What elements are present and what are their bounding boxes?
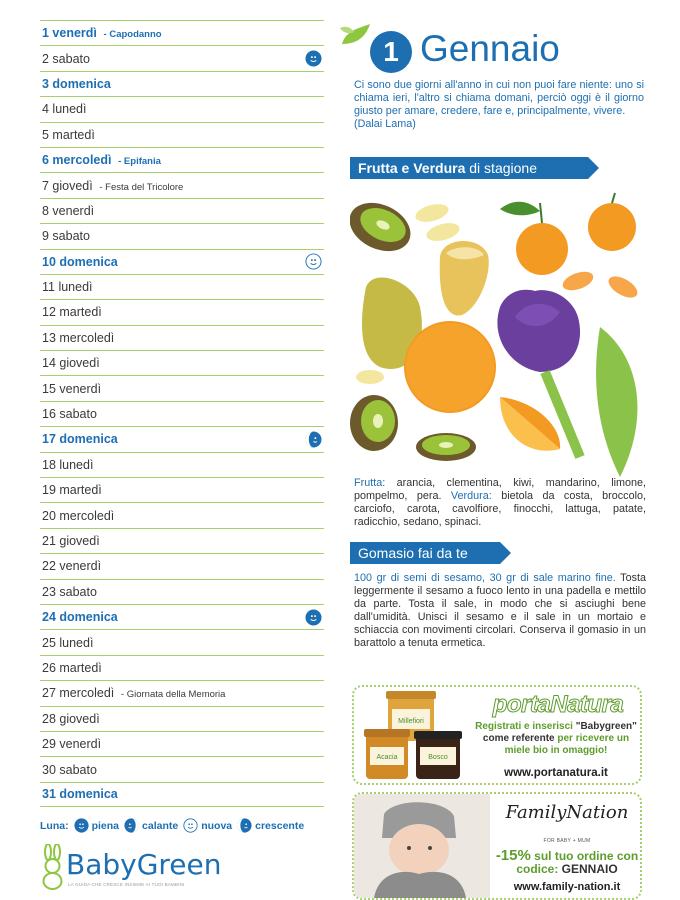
moon-legend-label: calante bbox=[142, 819, 179, 832]
calendar-day-row bbox=[40, 680, 324, 705]
moon-legend-item bbox=[74, 818, 119, 833]
calendar-day-row bbox=[40, 71, 324, 96]
month-header bbox=[340, 12, 640, 74]
new-moon-icon bbox=[305, 253, 322, 270]
day-label: 6 mercoledì bbox=[42, 153, 112, 168]
day-label: 7 giovedì bbox=[42, 178, 93, 193]
honey-jars-image bbox=[358, 687, 478, 783]
day-note: - Giornata della Memoria bbox=[118, 689, 226, 701]
day-label: 24 domenica bbox=[42, 610, 118, 625]
pear-slice-icon bbox=[425, 220, 462, 244]
calendar-day-row bbox=[40, 325, 324, 350]
season-banner-subtitle: di stagione bbox=[465, 160, 537, 176]
day-label: 2 sabato bbox=[42, 51, 90, 66]
calendar-day-row bbox=[40, 147, 324, 172]
day-label: 10 domenica bbox=[42, 254, 118, 269]
kiwi-icon bbox=[350, 395, 398, 451]
day-label: 26 martedì bbox=[42, 660, 102, 675]
calendar-day-row bbox=[40, 604, 324, 629]
season-banner bbox=[350, 157, 588, 179]
clementine-icon bbox=[588, 193, 636, 251]
quote-text: Ci sono due giorni all'anno in cui non puoi fare niente: uno si chiama ieri, l'altro si chiama domani, perciò oggi è il giorno giusto per amare, credere, fare e, principalmente, vivere. bbox=[354, 79, 644, 117]
new-moon-icon bbox=[183, 818, 198, 833]
quote-author: (Dalai Lama) bbox=[354, 118, 416, 130]
calendar-day-row bbox=[40, 782, 324, 807]
month-title: Gennaio bbox=[420, 28, 560, 69]
fruit-vegetable-illustration bbox=[350, 187, 645, 482]
jar-label: Bosco bbox=[428, 754, 448, 761]
recipe-ingredients: 100 gr di semi di sesamo, 30 gr di sale marino fine. bbox=[354, 572, 616, 584]
portanatura-promo: Registrati e inserisci "Babygreen" come referente per ricevere un miele bio in omaggio! bbox=[475, 721, 637, 756]
full-moon-icon bbox=[74, 818, 89, 833]
moon-legend-title: Luna: bbox=[40, 819, 69, 832]
kiwi-icon bbox=[350, 194, 418, 261]
recipe-banner bbox=[350, 542, 500, 564]
calendar-day-row bbox=[40, 731, 324, 756]
calendar-day-row bbox=[40, 350, 324, 375]
calendar-day-row bbox=[40, 528, 324, 553]
day-label: 15 venerdì bbox=[42, 381, 102, 396]
day-label: 18 lunedì bbox=[42, 457, 94, 472]
leaf-icon bbox=[596, 327, 637, 477]
day-note: - Festa del Tricolore bbox=[96, 181, 184, 193]
brand-tagline: LA GUIDA CHE CRESCE INSIEME AI TUOI BAMBINI bbox=[68, 882, 185, 887]
moon-legend-item bbox=[124, 818, 178, 833]
calendar-day-row bbox=[40, 45, 324, 70]
calendar-day-row bbox=[40, 20, 324, 45]
moon-legend-label: piena bbox=[91, 819, 120, 832]
bunny-icon bbox=[40, 844, 66, 890]
moon-legend-item bbox=[237, 818, 304, 833]
day-label: 8 venerdì bbox=[42, 203, 95, 218]
waxing-moon-icon bbox=[237, 818, 252, 833]
day-label: 30 sabato bbox=[42, 762, 97, 777]
day-label: 28 giovedì bbox=[42, 711, 100, 726]
day-label: 19 martedì bbox=[42, 483, 102, 498]
calendar-day-row bbox=[40, 553, 324, 578]
calendar-day-row bbox=[40, 223, 324, 248]
full-moon-icon bbox=[305, 50, 322, 67]
day-label: 21 giovedì bbox=[42, 534, 100, 548]
day-label: 17 domenica bbox=[42, 432, 118, 447]
day-label: 3 domenica bbox=[42, 76, 111, 91]
familynation-tagline: FOR BABY + MUM bbox=[543, 838, 591, 844]
mandarin-wedge-icon bbox=[605, 272, 641, 302]
day-label: 16 sabato bbox=[42, 407, 97, 422]
day-label: 5 martedì bbox=[42, 127, 95, 142]
day-label: 31 domenica bbox=[42, 787, 118, 802]
calendar-day-row bbox=[40, 655, 324, 680]
moon-legend bbox=[40, 818, 330, 833]
portanatura-logo: portaNatura bbox=[492, 691, 624, 718]
day-label: 11 lunedì bbox=[42, 280, 93, 295]
calendar-day-row bbox=[40, 172, 324, 197]
calendar-day-row bbox=[40, 477, 324, 502]
day-note: - Capodanno bbox=[100, 29, 162, 41]
day-note: - Epifania bbox=[115, 156, 161, 168]
jar-label: Acacia bbox=[376, 754, 398, 761]
potato-icon bbox=[440, 241, 489, 316]
season-banner-title: Frutta e Verdura bbox=[358, 160, 466, 176]
calendar-day-row bbox=[40, 401, 324, 426]
pear-slice-icon bbox=[414, 201, 451, 225]
day-label: 20 mercoledì bbox=[42, 508, 115, 523]
calendar-day-row bbox=[40, 96, 324, 121]
familynation-promo: -15% sul tuo ordine con codice: GENNAIO bbox=[495, 847, 639, 876]
recipe-steps: Tosta leggermente il sesamo a fuoco lento in una padella e mettilo da parte. Tosta il sale, in modo che si asciughi bene dall'umidità. Unisci il sesamo e il sale in un mortaio e schiaccia con movimenti circolari. Conserva il gomasio in un barattolo a tenuta ermetica. bbox=[354, 572, 646, 649]
calendar-day-row bbox=[40, 502, 324, 527]
day-number-badge: 1 bbox=[370, 31, 412, 73]
calendar-day-row bbox=[40, 122, 324, 147]
day-label: 23 sabato bbox=[42, 584, 97, 599]
day-label: 25 lunedì bbox=[42, 635, 94, 650]
brand-name: BabyGreen bbox=[66, 848, 222, 881]
kiwi-icon bbox=[416, 433, 476, 461]
day-label: 14 giovedì bbox=[42, 356, 100, 371]
full-moon-icon bbox=[305, 609, 322, 626]
babygreen-logo bbox=[40, 842, 270, 892]
fruit-list: arancia, clementina, kiwi, mandarino, limone, pompelmo, pera. bbox=[354, 477, 646, 502]
calendar-day-row bbox=[40, 375, 324, 400]
pear-slice-icon bbox=[356, 370, 384, 384]
orange-icon bbox=[404, 321, 496, 413]
calendar-day-row bbox=[40, 706, 324, 731]
jar-label: Millefiori bbox=[398, 718, 424, 725]
calendar-day-row bbox=[40, 198, 324, 223]
orange-icon bbox=[500, 202, 568, 275]
calendar-day-row bbox=[40, 249, 324, 274]
day-label: 1 venerdì bbox=[42, 26, 97, 41]
orange-wedge-icon bbox=[500, 397, 560, 451]
day-label: 22 venerdì bbox=[42, 559, 102, 574]
quote-block bbox=[354, 79, 644, 131]
familynation-logo: FamilyNation bbox=[505, 802, 629, 823]
leaf-icon bbox=[340, 22, 374, 50]
recipe-text bbox=[354, 572, 646, 650]
day-label: 13 mercoledì bbox=[42, 330, 115, 345]
day-label: 4 lunedì bbox=[42, 102, 87, 117]
waxing-moon-icon bbox=[305, 431, 322, 448]
day-label: 12 martedì bbox=[42, 305, 102, 320]
waning-moon-icon bbox=[124, 818, 139, 833]
recipe-title: Gomasio fai da te bbox=[358, 545, 468, 561]
day-label: 9 sabato bbox=[42, 229, 90, 244]
moon-legend-item bbox=[183, 818, 232, 833]
calendar-day-row bbox=[40, 629, 324, 654]
fruit-label: Frutta: bbox=[354, 477, 386, 489]
portanatura-ad[interactable] bbox=[352, 685, 642, 785]
vegetable-list: bietola da costa, broccolo, carciofo, carota, cavolfiore, finocchi, lattuga, patate, radicchio, sedano, spinaci. bbox=[354, 490, 646, 528]
calendar-day-row bbox=[40, 274, 324, 299]
vegetable-label: Verdura: bbox=[450, 490, 492, 502]
familynation-url[interactable]: www.family-nation.it bbox=[513, 881, 621, 893]
calendar-day-row bbox=[40, 579, 324, 604]
mandarin-wedge-icon bbox=[560, 268, 596, 294]
calendar-list bbox=[40, 20, 324, 807]
portanatura-url[interactable]: www.portanatura.it bbox=[504, 767, 608, 779]
moon-legend-label: nuova bbox=[201, 819, 233, 832]
fruit-vegetable-list bbox=[354, 477, 646, 529]
calendar-day-row bbox=[40, 426, 324, 451]
calendar-day-row bbox=[40, 452, 324, 477]
calendar-day-row bbox=[40, 299, 324, 324]
familynation-ad[interactable] bbox=[352, 792, 642, 900]
baby-photo bbox=[354, 794, 490, 898]
calendar-day-row bbox=[40, 756, 324, 781]
day-label: 27 mercoledì bbox=[42, 686, 115, 701]
day-label: 29 venerdì bbox=[42, 737, 102, 752]
moon-legend-label: crescente bbox=[255, 819, 305, 832]
